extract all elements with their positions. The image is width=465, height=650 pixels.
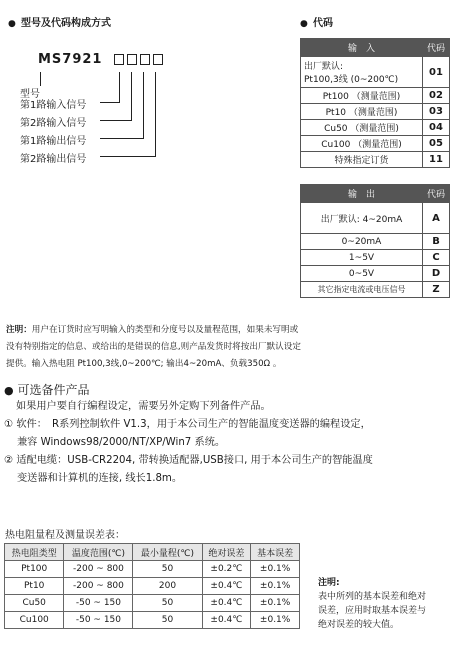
- options-title: 可选备件产品: [17, 383, 90, 397]
- note-text: 没有特别指定的信息、或给出的是错误的信息,则产品发货时将按出厂默认设定: [6, 342, 301, 352]
- label-input2: 第2路输入信号: [20, 118, 87, 129]
- table-row: [301, 266, 450, 282]
- output-code: B: [423, 234, 450, 250]
- table-cell: ±0.1%: [251, 612, 300, 629]
- output-header: 输 出: [301, 185, 423, 203]
- input-header: 输 入: [301, 39, 423, 57]
- output-desc: 其它指定电流或电压信号: [301, 282, 423, 298]
- bullet-icon: ●: [8, 19, 16, 29]
- model-code-line: [38, 52, 166, 67]
- option-item: ② 适配电缆：USB-CR2204, 带转换适配器,USB接口, 用于本公司生产的智能温度: [4, 455, 373, 466]
- col-header: 热电阻类型: [5, 544, 64, 561]
- bullet-icon: ●: [4, 384, 14, 397]
- table-row: [301, 152, 450, 168]
- connector-line: [100, 120, 132, 121]
- table-cell: ±0.1%: [251, 595, 300, 612]
- table-cell: -200 ~ 800: [64, 578, 133, 595]
- table-cell: 50: [133, 612, 202, 629]
- input-code: 02: [423, 88, 450, 104]
- model-section-heading: [8, 11, 111, 30]
- note-text: 误差，应用时取基本误差与: [318, 606, 427, 616]
- input-desc: Pt10 （测量范围): [301, 104, 423, 120]
- note-text: 表中所列的基本误差和绝对: [318, 592, 427, 602]
- connector-line: [131, 72, 132, 120]
- table-row: [301, 136, 450, 152]
- options-intro: 如果用户要自行编程设定，需要另外定购下列备件产品。: [16, 401, 271, 412]
- table-row: [301, 120, 450, 136]
- table-cell: ±0.4℃: [202, 612, 251, 629]
- col-header: 绝对误差: [202, 544, 251, 561]
- connector-line: [143, 72, 144, 138]
- connector-line: [40, 72, 41, 86]
- error-note: [318, 576, 426, 632]
- col-header: 温度范围(℃): [64, 544, 133, 561]
- table-row: [5, 578, 300, 595]
- label-output2: 第2路输出信号: [20, 154, 87, 165]
- output-code: D: [423, 266, 450, 282]
- output-desc: 1~5V: [301, 250, 423, 266]
- input-code: 01: [423, 57, 450, 88]
- label-output1: 第1路输出信号: [20, 136, 87, 147]
- bullet-icon: ●: [300, 19, 308, 29]
- table-header-row: [301, 39, 450, 57]
- table-row: [5, 561, 300, 578]
- table-cell: ±0.4℃: [202, 578, 251, 595]
- options-body: [4, 398, 465, 488]
- table-cell: ±0.2℃: [202, 561, 251, 578]
- input-code: 03: [423, 104, 450, 120]
- model-section-title: 型号及代码构成方式: [20, 18, 111, 29]
- table-row: [301, 88, 450, 104]
- model-name: MS7921: [38, 52, 103, 67]
- table-cell: Cu50: [5, 595, 64, 612]
- table-row: [301, 104, 450, 120]
- output-desc: 0~20mA: [301, 234, 423, 250]
- input-code: 11: [423, 152, 450, 168]
- code-header: 代码: [423, 39, 450, 57]
- input-desc: Cu100 （测量范围): [301, 136, 423, 152]
- code-box-input1: [114, 54, 124, 65]
- output-code: C: [423, 250, 450, 266]
- col-header: 基本误差: [251, 544, 300, 561]
- option-item-cont: 兼容 Windows98/2000/NT/XP/Win7 系统。: [17, 437, 226, 448]
- note-line: [6, 322, 461, 339]
- col-header: 最小量程(℃): [133, 544, 202, 561]
- options-heading: [4, 381, 89, 398]
- table-row: [301, 57, 450, 88]
- connector-line: [100, 102, 120, 103]
- desc-line: 出厂默认:: [304, 62, 344, 72]
- table-header-row: [301, 185, 450, 203]
- code-box-output1: [140, 54, 150, 65]
- output-desc: 0~5V: [301, 266, 423, 282]
- error-table-title: 热电阻量程及测量误差表：: [5, 530, 125, 541]
- order-note: [6, 322, 461, 373]
- code-header: 代码: [423, 185, 450, 203]
- note-text: 提供。输入热电阻 Pt100,3线,0~200℃; 输出4~20mA、负载350Ω 。: [6, 359, 282, 369]
- output-desc: 出厂默认: 4~20mA: [301, 203, 423, 234]
- connector-line: [100, 138, 144, 139]
- code-section-heading: [300, 11, 333, 30]
- input-desc: Cu50 （测量范围): [301, 120, 423, 136]
- input-code: 05: [423, 136, 450, 152]
- output-code: Z: [423, 282, 450, 298]
- table-row: [5, 595, 300, 612]
- table-header-row: [5, 544, 300, 561]
- connector-line: [119, 72, 120, 102]
- table-row: [301, 282, 450, 298]
- table-row: [301, 203, 450, 234]
- input-code-table: [300, 38, 450, 168]
- table-cell: -200 ~ 800: [64, 561, 133, 578]
- table-cell: ±0.1%: [251, 578, 300, 595]
- table-cell: ±0.4℃: [202, 595, 251, 612]
- input-default-desc: [301, 57, 423, 88]
- connector-line: [155, 72, 156, 156]
- code-box-input2: [127, 54, 137, 65]
- input-desc: Pt100 （测量范围): [301, 88, 423, 104]
- table-cell: ±0.1%: [251, 561, 300, 578]
- table-cell: -50 ~ 150: [64, 612, 133, 629]
- error-table: [4, 543, 300, 629]
- note-text: 绝对误差的较大值。: [318, 620, 400, 630]
- label-input1: 第1路输入信号: [20, 100, 87, 111]
- note-label: 注明：: [6, 325, 32, 335]
- table-cell: 50: [133, 595, 202, 612]
- table-cell: -50 ~ 150: [64, 595, 133, 612]
- table-cell: Pt10: [5, 578, 64, 595]
- table-cell: Cu100: [5, 612, 64, 629]
- table-row: [5, 612, 300, 629]
- code-section-title: 代码: [312, 18, 333, 29]
- input-code: 04: [423, 120, 450, 136]
- option-item: ① 软件： R系列控制软件 V1.3，用于本公司生产的智能温度变送器的编程设定，: [4, 419, 371, 430]
- table-cell: 200: [133, 578, 202, 595]
- table-row: [301, 250, 450, 266]
- desc-line: Pt100,3线 (0~200℃): [304, 75, 399, 85]
- input-desc: 特殊指定订货: [301, 152, 423, 168]
- table-cell: Pt100: [5, 561, 64, 578]
- table-row: [301, 234, 450, 250]
- note-label: 注明:: [318, 578, 340, 588]
- connector-line: [100, 156, 156, 157]
- option-item-cont: 变送器和计算机的连接, 线长1.8m。: [17, 473, 183, 484]
- table-cell: 50: [133, 561, 202, 578]
- code-box-output2: [153, 54, 163, 65]
- output-code-table: [300, 184, 450, 298]
- note-text: 用户在订货时应写明输入的类型和分度号以及量程范围，如果未写明或: [31, 325, 299, 335]
- label-model: 型号: [20, 89, 40, 100]
- output-code: A: [423, 203, 450, 234]
